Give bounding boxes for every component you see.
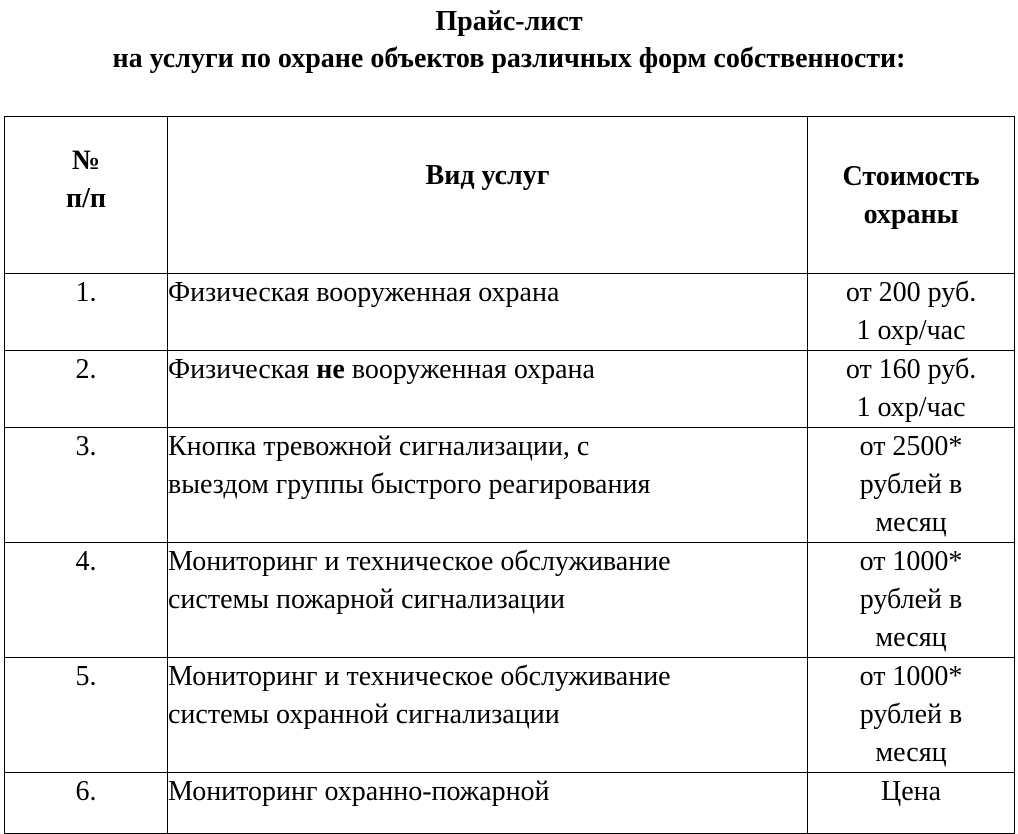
row-service: Мониторинг охранно-пожарной — [168, 773, 808, 834]
emphasis-not: не — [316, 354, 345, 385]
table-row — [5, 543, 1015, 658]
table-header-row — [5, 117, 1015, 274]
header-cost: Стоимость охраны — [808, 117, 1015, 274]
table-row — [5, 773, 1015, 834]
price-table — [4, 116, 1015, 834]
row-number: 1. — [5, 274, 168, 351]
row-number: 6. — [5, 773, 168, 834]
row-service: Физическая не вооруженная охрана — [168, 351, 808, 428]
table-row — [5, 274, 1015, 351]
page-title: Прайс-лист — [435, 6, 583, 37]
table-row — [5, 658, 1015, 773]
row-service: Физическая вооруженная охрана — [168, 274, 808, 351]
page-subtitle: на услуги по охране объектов различных форм собственности: — [112, 43, 906, 74]
row-number: 4. — [5, 543, 168, 658]
row-cost: от 200 руб. 1 охр/час — [808, 274, 1015, 351]
row-cost: от 160 руб. 1 охр/час — [808, 351, 1015, 428]
table-row — [5, 351, 1015, 428]
row-cost: от 1000* рублей в месяц — [808, 658, 1015, 773]
header-service: Вид услуг — [168, 117, 808, 274]
row-cost: от 1000* рублей в месяц — [808, 543, 1015, 658]
row-service: Кнопка тревожной сигнализации, с выездом группы быстрого реагирования — [168, 428, 808, 543]
row-service: Мониторинг и техническое обслуживание системы охранной сигнализации — [168, 658, 808, 773]
row-number: 5. — [5, 658, 168, 773]
row-number: 2. — [5, 351, 168, 428]
table-row — [5, 428, 1015, 543]
row-cost: от 2500* рублей в месяц — [808, 428, 1015, 543]
header-number: № п/п — [5, 117, 168, 274]
row-cost: Цена — [808, 773, 1015, 834]
row-number: 3. — [5, 428, 168, 543]
row-service: Мониторинг и техническое обслуживание системы пожарной сигнализации — [168, 543, 808, 658]
